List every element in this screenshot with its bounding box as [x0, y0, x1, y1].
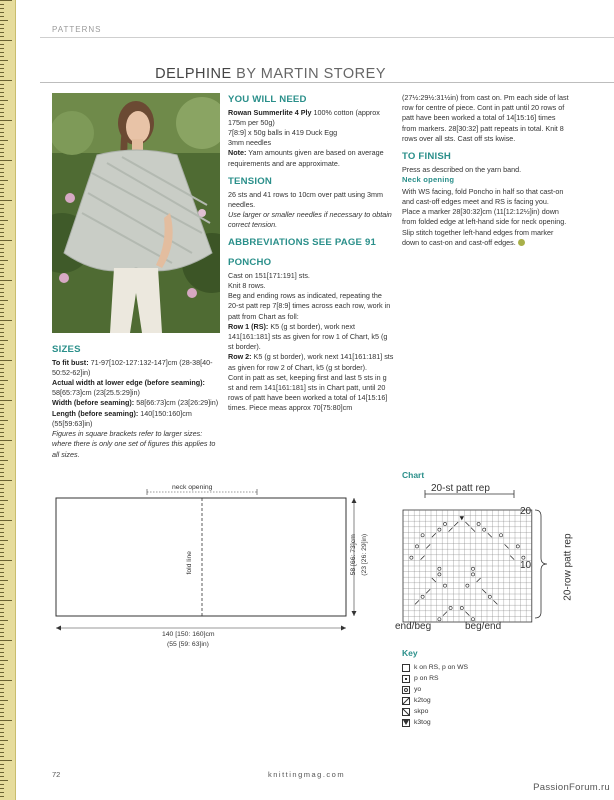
- ruler-tick: [0, 156, 4, 157]
- ruler-tick: [0, 688, 4, 689]
- ruler-tick: [0, 52, 4, 53]
- header-rule: [40, 37, 614, 38]
- purl-icon: [402, 675, 410, 683]
- ruler-tick: [0, 436, 4, 437]
- ruler-tick: [0, 32, 4, 33]
- ruler-tick: [0, 492, 4, 493]
- ruler-tick: [0, 504, 4, 505]
- ruler-tick: [0, 280, 12, 281]
- ruler-tick: [0, 592, 4, 593]
- ruler-tick: [0, 304, 4, 305]
- key-item: skpo: [402, 706, 468, 717]
- ruler-tick: [0, 128, 4, 129]
- ruler-tick: [0, 536, 4, 537]
- ruler-tick: [0, 608, 4, 609]
- key-item: k on RS, p on WS: [402, 662, 468, 673]
- ruler-tick: [0, 312, 4, 313]
- ruler-tick: [0, 376, 4, 377]
- pattern-name: DELPHINE: [155, 66, 232, 82]
- height-label-in: (23 [26: 29]in): [361, 533, 369, 576]
- ruler-tick: [0, 320, 12, 321]
- ruler-tick: [0, 636, 4, 637]
- ruler-tick: [0, 44, 4, 45]
- ruler-tick: [0, 424, 4, 425]
- ruler-tick: [0, 124, 4, 125]
- ruler-tick: [0, 444, 4, 445]
- width-label-cm: 140 [150: 160]cm: [162, 631, 215, 638]
- height-label-cm: 58 [66: 73]cm: [349, 534, 357, 576]
- ruler-tick: [0, 416, 4, 417]
- ruler-tick: [0, 120, 12, 121]
- page-number: 72: [52, 770, 61, 779]
- ruler-tick: [0, 340, 8, 341]
- ruler-tick: [0, 552, 4, 553]
- ruler-tick: [0, 72, 4, 73]
- tension-heading: TENSION: [228, 175, 273, 187]
- ruler-tick: [0, 328, 4, 329]
- ruler-tick: [0, 216, 4, 217]
- ruler-tick: [0, 184, 4, 185]
- length-text: Length (before seaming): 140[150:160]cm (55[59:63]in): [52, 408, 192, 428]
- ruler-tick: [0, 576, 4, 577]
- ruler-tick: [0, 716, 4, 717]
- ruler-tick: [0, 292, 4, 293]
- neck-text-1: With WS facing, fold Poncho in half so that cast-on and cast-off edges meet and RS is facing you.: [402, 186, 564, 206]
- poncho-line: Cast on 151[171:191] sts.: [228, 270, 310, 280]
- ruler-tick: [0, 356, 4, 357]
- ruler-tick: [0, 344, 4, 345]
- ruler-tick: [0, 140, 8, 141]
- ruler-tick: [0, 160, 12, 161]
- ruler-tick: [0, 12, 4, 13]
- ruler-tick: [0, 108, 4, 109]
- abbreviations-heading: ABBREVIATIONS SEE PAGE 91: [228, 237, 377, 249]
- ruler-tick: [0, 724, 4, 725]
- yarn-text: Rowan Summerlite 4 Ply 100% cotton (approx 175m per 50g): [228, 107, 380, 127]
- chart-row-rep-label: 20-row patt rep: [562, 533, 574, 601]
- ruler-tick: [0, 388, 4, 389]
- ruler-tick: [0, 392, 4, 393]
- ruler-tick: [0, 4, 4, 5]
- ruler-tick: [0, 776, 4, 777]
- ruler-tick: [0, 432, 4, 433]
- page-title: [155, 64, 386, 85]
- ruler-tick: [0, 332, 4, 333]
- ruler-tick: [0, 692, 4, 693]
- chart-heading: Chart: [402, 470, 425, 480]
- ruler-tick: [0, 500, 8, 501]
- ruler-tick: [0, 700, 8, 701]
- ruler-tick: [0, 240, 12, 241]
- ruler-tick: [0, 316, 4, 317]
- ruler-tick: [0, 0, 12, 1]
- ruler-tick: [0, 528, 4, 529]
- chart-rep-label: 20-st patt rep: [431, 483, 490, 494]
- ruler-tick: [0, 728, 4, 729]
- designer-name: BY MARTIN STOREY: [236, 66, 386, 82]
- chart-row-20: 20: [520, 506, 532, 517]
- ruler-tick: [0, 540, 8, 541]
- ruler-tick: [0, 64, 4, 65]
- ruler-tick: [0, 244, 4, 245]
- ruler-tick: [0, 760, 12, 761]
- ruler-tick: [0, 440, 12, 441]
- ruler-tick: [0, 372, 4, 373]
- ruler-tick: [0, 288, 4, 289]
- ruler-tick: [0, 180, 8, 181]
- ruler-tick: [0, 396, 4, 397]
- ruler-tick: [0, 740, 8, 741]
- ruler-tick: [0, 676, 4, 677]
- ruler-tick: [0, 508, 4, 509]
- sizes-italic: Figures in square brackets refer to larger sizes: where there is only one set of figures this applies to all sizes.: [52, 429, 216, 459]
- ruler-tick: [0, 84, 4, 85]
- ruler-tick: [0, 200, 12, 201]
- ruler-tick: [0, 308, 4, 309]
- ruler-tick: [0, 744, 4, 745]
- ruler-tick: [0, 252, 4, 253]
- chart-beg-end: beg/end: [465, 621, 502, 632]
- ruler-tick: [0, 28, 4, 29]
- needles-text: 3mm needles: [228, 138, 272, 148]
- ruler-tick: [0, 664, 4, 665]
- ruler-tick: [0, 616, 4, 617]
- sizes-block: [52, 343, 222, 460]
- ruler-tick: [0, 152, 4, 153]
- ruler-tick: [0, 336, 4, 337]
- poncho-heading: PONCHO: [228, 257, 272, 269]
- ruler-tick: [0, 264, 4, 265]
- poncho-line: Beg and ending rows as indicated, repeating the 20-st patt rep 7[8:9] times across each row, work in patt from Chart as foll:: [228, 291, 391, 321]
- ruler-tick: [0, 36, 4, 37]
- ruler-tick: [0, 788, 4, 789]
- row2-text: Row 2: K5 (g st border), work next 141[161:181] sts as given for row 2 of Chart, k5 (g st border).: [228, 352, 394, 372]
- yarn-over-icon: [402, 686, 410, 694]
- poncho-schematic: [52, 484, 397, 664]
- ruler-tick: [0, 472, 4, 473]
- ruler-tick: [0, 220, 8, 221]
- ruler-tick: [0, 644, 4, 645]
- ruler-tick: [0, 568, 4, 569]
- to-finish-heading: TO FINISH: [402, 151, 452, 163]
- ruler-tick: [0, 404, 4, 405]
- ruler-tick: [0, 20, 8, 21]
- model-photo: [52, 93, 220, 333]
- ruler-tick: [0, 448, 4, 449]
- ruler-tick: [0, 16, 4, 17]
- skpo-icon: [402, 708, 410, 716]
- ruler-tick: [0, 276, 4, 277]
- neck-opening-heading: Neck opening: [402, 174, 455, 184]
- ruler-tick: [0, 60, 8, 61]
- measuring-ruler: [0, 0, 16, 800]
- ruler-tick: [0, 768, 4, 769]
- ruler-tick: [0, 484, 4, 485]
- ruler-tick: [0, 756, 4, 757]
- ruler-tick: [0, 652, 4, 653]
- note-text: Note: Yarn amounts given are based on average requirements and are approximate.: [228, 148, 384, 168]
- ruler-tick: [0, 460, 8, 461]
- ruler-tick: [0, 640, 12, 641]
- k3tog-icon: [402, 719, 410, 727]
- ruler-tick: [0, 268, 4, 269]
- ruler-tick: [0, 668, 4, 669]
- ruler-tick: [0, 708, 4, 709]
- ruler-tick: [0, 476, 4, 477]
- ruler-tick: [0, 248, 4, 249]
- ruler-tick: [0, 532, 4, 533]
- ruler-tick: [0, 580, 8, 581]
- ruler-tick: [0, 656, 4, 657]
- ruler-tick: [0, 144, 4, 145]
- k2tog-icon: [402, 697, 410, 705]
- poncho-line: Knit 8 rows.: [228, 280, 266, 290]
- sizes-heading: SIZES: [52, 344, 81, 355]
- ruler-tick: [0, 584, 4, 585]
- ruler-tick: [0, 8, 4, 9]
- ruler-tick: [0, 188, 4, 189]
- key-item: k3tog: [402, 717, 468, 728]
- ruler-tick: [0, 520, 12, 521]
- site-url: knittingmag.com: [268, 770, 346, 779]
- balls-text: 7[8:9] x 50g balls in 419 Duck Egg: [228, 128, 338, 138]
- ruler-tick: [0, 704, 4, 705]
- ruler-tick: [0, 228, 4, 229]
- ruler-tick: [0, 684, 4, 685]
- ruler-tick: [0, 256, 4, 257]
- ruler-tick: [0, 348, 4, 349]
- ruler-tick: [0, 560, 12, 561]
- ruler-tick: [0, 548, 4, 549]
- ruler-tick: [0, 672, 4, 673]
- ruler-tick: [0, 792, 4, 793]
- ruler-tick: [0, 352, 4, 353]
- ruler-tick: [0, 712, 4, 713]
- ruler-tick: [0, 368, 4, 369]
- finish-text: Press as described on the yarn band.: [402, 164, 522, 174]
- ruler-tick: [0, 428, 4, 429]
- ruler-tick: [0, 752, 4, 753]
- key-heading: Key: [402, 648, 418, 658]
- poncho-cont: Cont in patt as set, keeping first and last 5 sts in g st and rem 141[161:181] sts in Chart patt, until 20 rows of patt have been worked a total of 14[15:16] times. Piece meas approx 70[75:80]cm: [228, 372, 388, 413]
- ruler-tick: [0, 24, 4, 25]
- ruler-tick: [0, 116, 4, 117]
- ruler-tick: [0, 208, 4, 209]
- you-will-need-heading: YOU WILL NEED: [228, 94, 307, 105]
- ruler-tick: [0, 212, 4, 213]
- ruler-tick: [0, 172, 4, 173]
- ruler-tick: [0, 76, 4, 77]
- ruler-tick: [0, 104, 4, 105]
- ruler-tick: [0, 764, 4, 765]
- ruler-tick: [0, 516, 4, 517]
- ruler-tick: [0, 192, 4, 193]
- ruler-tick: [0, 204, 4, 205]
- ruler-tick: [0, 236, 4, 237]
- ruler-tick: [0, 604, 4, 605]
- ruler-tick: [0, 452, 4, 453]
- ruler-tick: [0, 176, 4, 177]
- width-text: Width (before seaming): 58[66:73]cm (23[26:29]in): [52, 398, 219, 408]
- ruler-tick: [0, 572, 4, 573]
- ruler-tick: [0, 168, 4, 169]
- tension-text: 26 sts and 41 rows to 10cm over patt using 3mm needles.: [228, 189, 384, 209]
- chart-end-beg: end/beg: [395, 621, 432, 632]
- ruler-tick: [0, 660, 8, 661]
- ruler-tick: [0, 196, 4, 197]
- tension-italic: Use larger or smaller needles if necessary to obtain correct tension.: [228, 209, 392, 230]
- stitch-chart: [395, 480, 607, 648]
- ruler-tick: [0, 360, 12, 361]
- ruler-tick: [0, 620, 8, 621]
- section-label: PATTERNS: [52, 25, 102, 34]
- ruler-tick: [0, 100, 8, 101]
- key-item: p on RS: [402, 673, 468, 684]
- ruler-tick: [0, 40, 12, 41]
- ruler-tick: [0, 588, 4, 589]
- ruler-tick: [0, 732, 4, 733]
- neck-text-2: Place a marker 28[30:32]cm (11[12:12½]in) down from folded edge at left-hand side for neck opening. Slip stitch together left-hand edges from marker down to cast-on and cast-off edges.: [402, 207, 567, 247]
- ruler-tick: [0, 796, 4, 797]
- ruler-tick: [0, 600, 12, 601]
- chart-row-10: 10: [520, 560, 532, 571]
- ruler-tick: [0, 772, 4, 773]
- ruler-tick: [0, 624, 4, 625]
- ruler-tick: [0, 224, 4, 225]
- key-item: yo: [402, 684, 468, 695]
- ruler-tick: [0, 556, 4, 557]
- column-materials: [228, 93, 394, 414]
- watermark: PassionForum.ru: [533, 782, 610, 793]
- ruler-tick: [0, 272, 4, 273]
- ruler-tick: [0, 92, 4, 93]
- ruler-tick: [0, 112, 4, 113]
- row1-text: Row 1 (RS): K5 (g st border), work next 141[161:181] sts as given for row 1 of Chart, k5 (g st border).: [228, 321, 388, 352]
- ruler-tick: [0, 464, 4, 465]
- schematic-outline: [56, 498, 346, 616]
- ruler-tick: [0, 524, 4, 525]
- ruler-tick: [0, 480, 12, 481]
- ruler-tick: [0, 136, 4, 137]
- ruler-tick: [0, 296, 4, 297]
- neck-opening-label: neck opening: [172, 484, 213, 491]
- ruler-tick: [0, 284, 4, 285]
- key-item: k2tog: [402, 695, 468, 706]
- ruler-tick: [0, 300, 8, 301]
- ruler-tick: [0, 780, 8, 781]
- ruler-tick: [0, 544, 4, 545]
- ruler-tick: [0, 488, 4, 489]
- ruler-tick: [0, 56, 4, 57]
- ruler-tick: [0, 88, 4, 89]
- ruler-tick: [0, 380, 8, 381]
- ruler-tick: [0, 80, 12, 81]
- width-label-in: (55 [59: 63]in): [167, 641, 209, 648]
- ruler-tick: [0, 456, 4, 457]
- ruler-tick: [0, 232, 4, 233]
- fold-line-label: fold line: [185, 551, 193, 575]
- ruler-tick: [0, 364, 4, 365]
- ruler-tick: [0, 260, 8, 261]
- ruler-tick: [0, 132, 4, 133]
- ruler-tick: [0, 96, 4, 97]
- column-finishing: [402, 93, 570, 248]
- ruler-tick: [0, 696, 4, 697]
- fit-text: To fit bust: 71-97[102-127:132-147]cm (28-38[40-50:52-62]in): [52, 357, 213, 377]
- ruler-tick: [0, 400, 12, 401]
- ruler-tick: [0, 420, 8, 421]
- ruler-tick: [0, 408, 4, 409]
- ruler-tick: [0, 564, 4, 565]
- ruler-tick: [0, 748, 4, 749]
- ruler-tick: [0, 628, 4, 629]
- ruler-tick: [0, 324, 4, 325]
- poncho-cont-2: (27½:29½:31½in) from cast on. Pm each side of last row for centre of piece. Cont in patt until 20 rows of patt have been worked a total of 14[15:16] times from markers. 28[30:32] patt repeats in total. Knit 8 rows over all sts. Cast off sts kwise.: [402, 93, 569, 143]
- ruler-tick: [0, 680, 12, 681]
- ruler-tick: [0, 736, 4, 737]
- knit-icon: [402, 664, 410, 672]
- ruler-tick: [0, 468, 4, 469]
- ruler-tick: [0, 720, 12, 721]
- ruler-tick: [0, 596, 4, 597]
- end-mark-icon: [518, 239, 525, 246]
- ruler-tick: [0, 784, 4, 785]
- ruler-tick: [0, 496, 4, 497]
- chart-key: [402, 662, 468, 728]
- ruler-tick: [0, 68, 4, 69]
- ruler-tick: [0, 612, 4, 613]
- ruler-tick: [0, 632, 4, 633]
- ruler-tick: [0, 384, 4, 385]
- width-lower-text: Actual width at lower edge (before seaming): 58[65:73]cm (23[25.5:29]in): [52, 378, 205, 398]
- ruler-tick: [0, 512, 4, 513]
- ruler-tick: [0, 412, 4, 413]
- ruler-tick: [0, 164, 4, 165]
- ruler-tick: [0, 48, 4, 49]
- ruler-tick: [0, 648, 4, 649]
- ruler-tick: [0, 148, 4, 149]
